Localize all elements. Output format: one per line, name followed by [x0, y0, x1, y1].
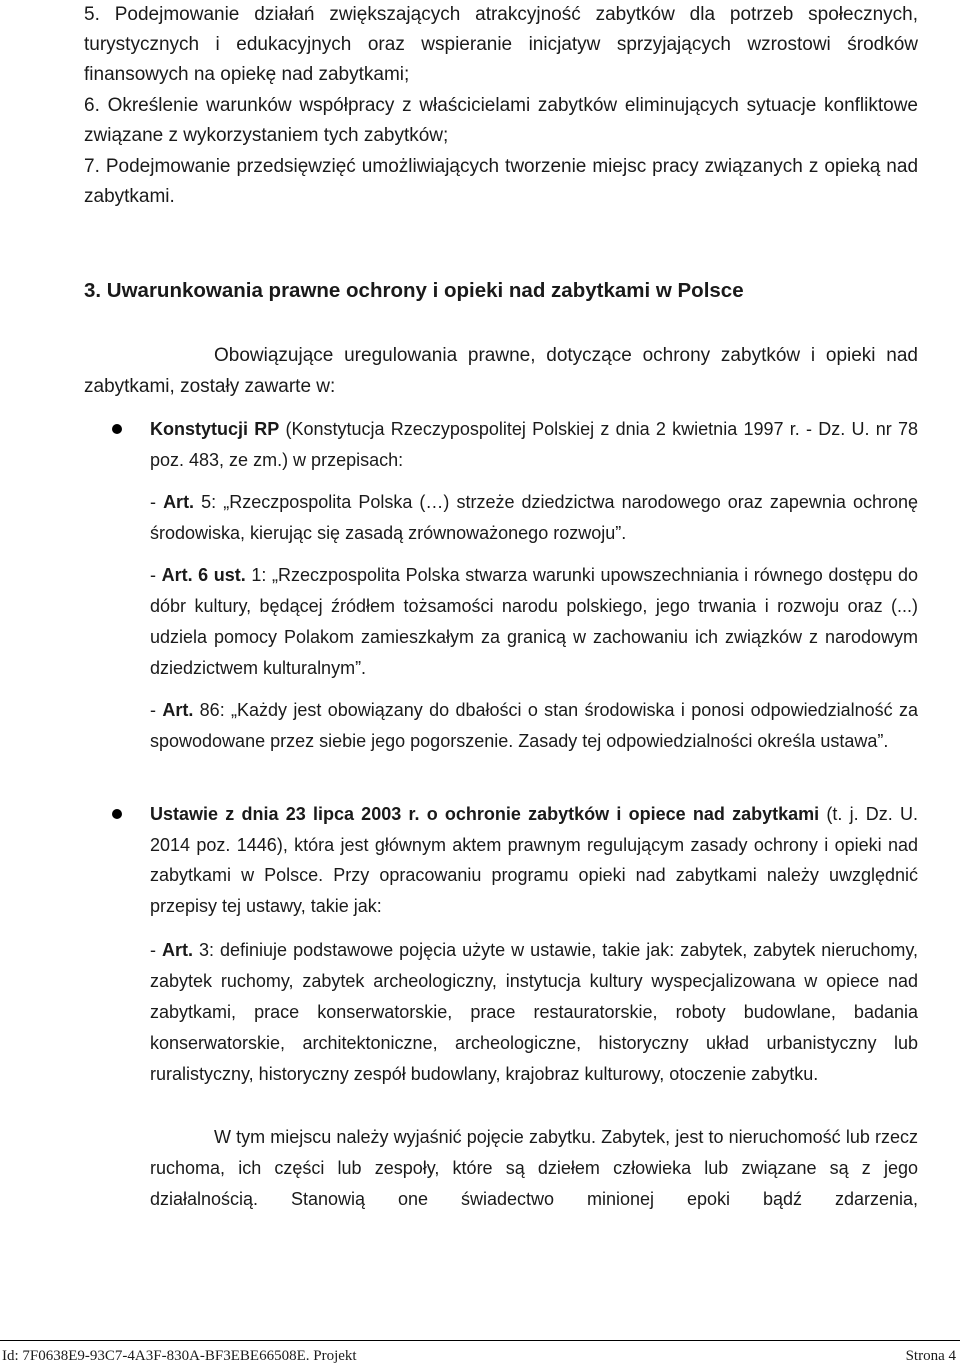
- bullet-dot: [112, 809, 122, 819]
- item-text: Określenie warunków współpracy z właścicielami zabytków eliminujących sytuacje konfliktowe związane z wykorzystaniem tych zabytków;: [84, 95, 918, 146]
- article-number: 1: [245, 565, 262, 585]
- act-title: o ochronie zabytków i opiece nad zabytkami: [419, 804, 820, 824]
- item-number: 6.: [84, 95, 100, 116]
- numbered-item-5: [84, 0, 918, 90]
- intro-paragraph: Obowiązujące uregulowania prawne, dotyczące ochrony zabytków i opieki nad zabytkami, zostały zawarte w:: [84, 345, 918, 397]
- article-number: 3: [193, 940, 210, 960]
- article-dash: -: [150, 940, 162, 960]
- bullet-constitution: [150, 414, 918, 475]
- item-number: 5.: [84, 4, 100, 25]
- article-label: Art.: [162, 700, 194, 720]
- monument-definition-paragraph: W tym miejscu należy wyjaśnić pojęcie zabytku. Zabytek, jest to nieruchomość lub rzecz ruchoma, ich części lub zespoły, które są dziełem człowieka lub związane są z jego działalnością. Stanowią one świadectwo minionej epoki bądź zdarzenia,: [150, 1127, 918, 1209]
- act-description: (t. j. Dz. U. 2014 poz. 1446), która jest głównym aktem prawnym regulującym zasady ochrony i opieki nad zabytkami w Polsce. Przy opracowaniu programu opieki nad zabytkami należy uwzględnić przepisy tej ustawy, takie jak:: [150, 804, 919, 916]
- numbered-item-6: [84, 91, 918, 151]
- bullet-dot: [112, 424, 122, 434]
- article-6: [150, 560, 918, 684]
- act-date: Ustawie z dnia 23 lipca 2003 r.: [150, 804, 420, 824]
- article-text: : „Każdy jest obowiązany do dbałości o stan środowiska i ponosi odpowiedzialność za spowodowane przez siebie jego pogorszenie. Zasady tej odpowiedzialności określa ustawa”.: [150, 700, 918, 751]
- article-86: [150, 695, 918, 757]
- article-text: : „Rzeczpospolita Polska (…) strzeże dziedzictwa narodowego oraz zapewnia ochronę środowiska, kierując się zasadą zrównoważonego rozwoju”.: [150, 492, 918, 543]
- item-text: Podejmowanie przedsięwzięć umożliwiających tworzenie miejsc pracy związanych z opieką nad zabytkami.: [84, 156, 919, 207]
- numbered-item-7: [84, 152, 918, 212]
- article-number: 5: [194, 492, 212, 512]
- article-dash: -: [150, 700, 163, 720]
- article-label: Art. 6 ust.: [161, 565, 246, 585]
- bullet-act: [150, 799, 918, 921]
- article-dash: -: [150, 492, 164, 512]
- article-dash: -: [150, 565, 162, 585]
- footer-page-number: Strona 4: [905, 1348, 956, 1364]
- article-text: : definiuje podstawowe pojęcia użyte w ustawie, takie jak: zabytek, zabytek nieruchomy, zabytek ruchomy, zabytek archeologiczny, instytucja kultury wyspecjalizowana w opiece nad zabytkami, prace konserwatorskie, prace restauratorskie, roboty budowlane, badania konserwatorskie, architektoniczne, archeologiczne, historyczny układ urbanistyczny lub ruralistyczny, historyczny zespół budowlany, krajobraz kulturowy, otoczenie zabytku.: [150, 940, 919, 1084]
- bullet-bold-label: Konstytucji RP: [150, 419, 280, 439]
- item-number: 7.: [84, 156, 100, 177]
- article-5: [150, 487, 918, 549]
- article-label: Art.: [162, 940, 193, 960]
- bullet-text: (Konstytucja Rzeczypospolitej Polskiej z dnia 2 kwietnia 1997 r. - Dz. U. nr 78 poz. 483, ze zm.) w przepisach:: [150, 419, 919, 470]
- article-text: : „Rzeczpospolita Polska stwarza warunki upowszechniania i równego dostępu do dóbr kultury, będącej źródłem tożsamości narodu polskiego, jego trwania i rozwoju oraz (...) udziela pomocy Polakom zamieszkałym za granicą w zachowaniu ich związków z narodowym dziedzictwem kulturalnym”.: [150, 565, 919, 678]
- item-text: Podejmowanie działań zwiększających atrakcyjność zabytków dla potrzeb społecznych, turystycznych i edukacyjnych oraz wspieranie inicjatyw sprzyjających wzrostowi środków finansowych na opiekę nad zabytkami;: [84, 4, 918, 85]
- footer-divider: [0, 1340, 960, 1341]
- article-number: 86: [193, 700, 220, 720]
- article-label: Art.: [163, 492, 195, 512]
- footer-document-id: Id: 7F0638E9-93C7-4A3F-830A-BF3EBE66508E. Projekt: [2, 1348, 357, 1364]
- article-3: [150, 935, 918, 1090]
- section-heading: 3. Uwarunkowania prawne ochrony i opieki nad zabytkami w Polsce: [84, 279, 744, 302]
